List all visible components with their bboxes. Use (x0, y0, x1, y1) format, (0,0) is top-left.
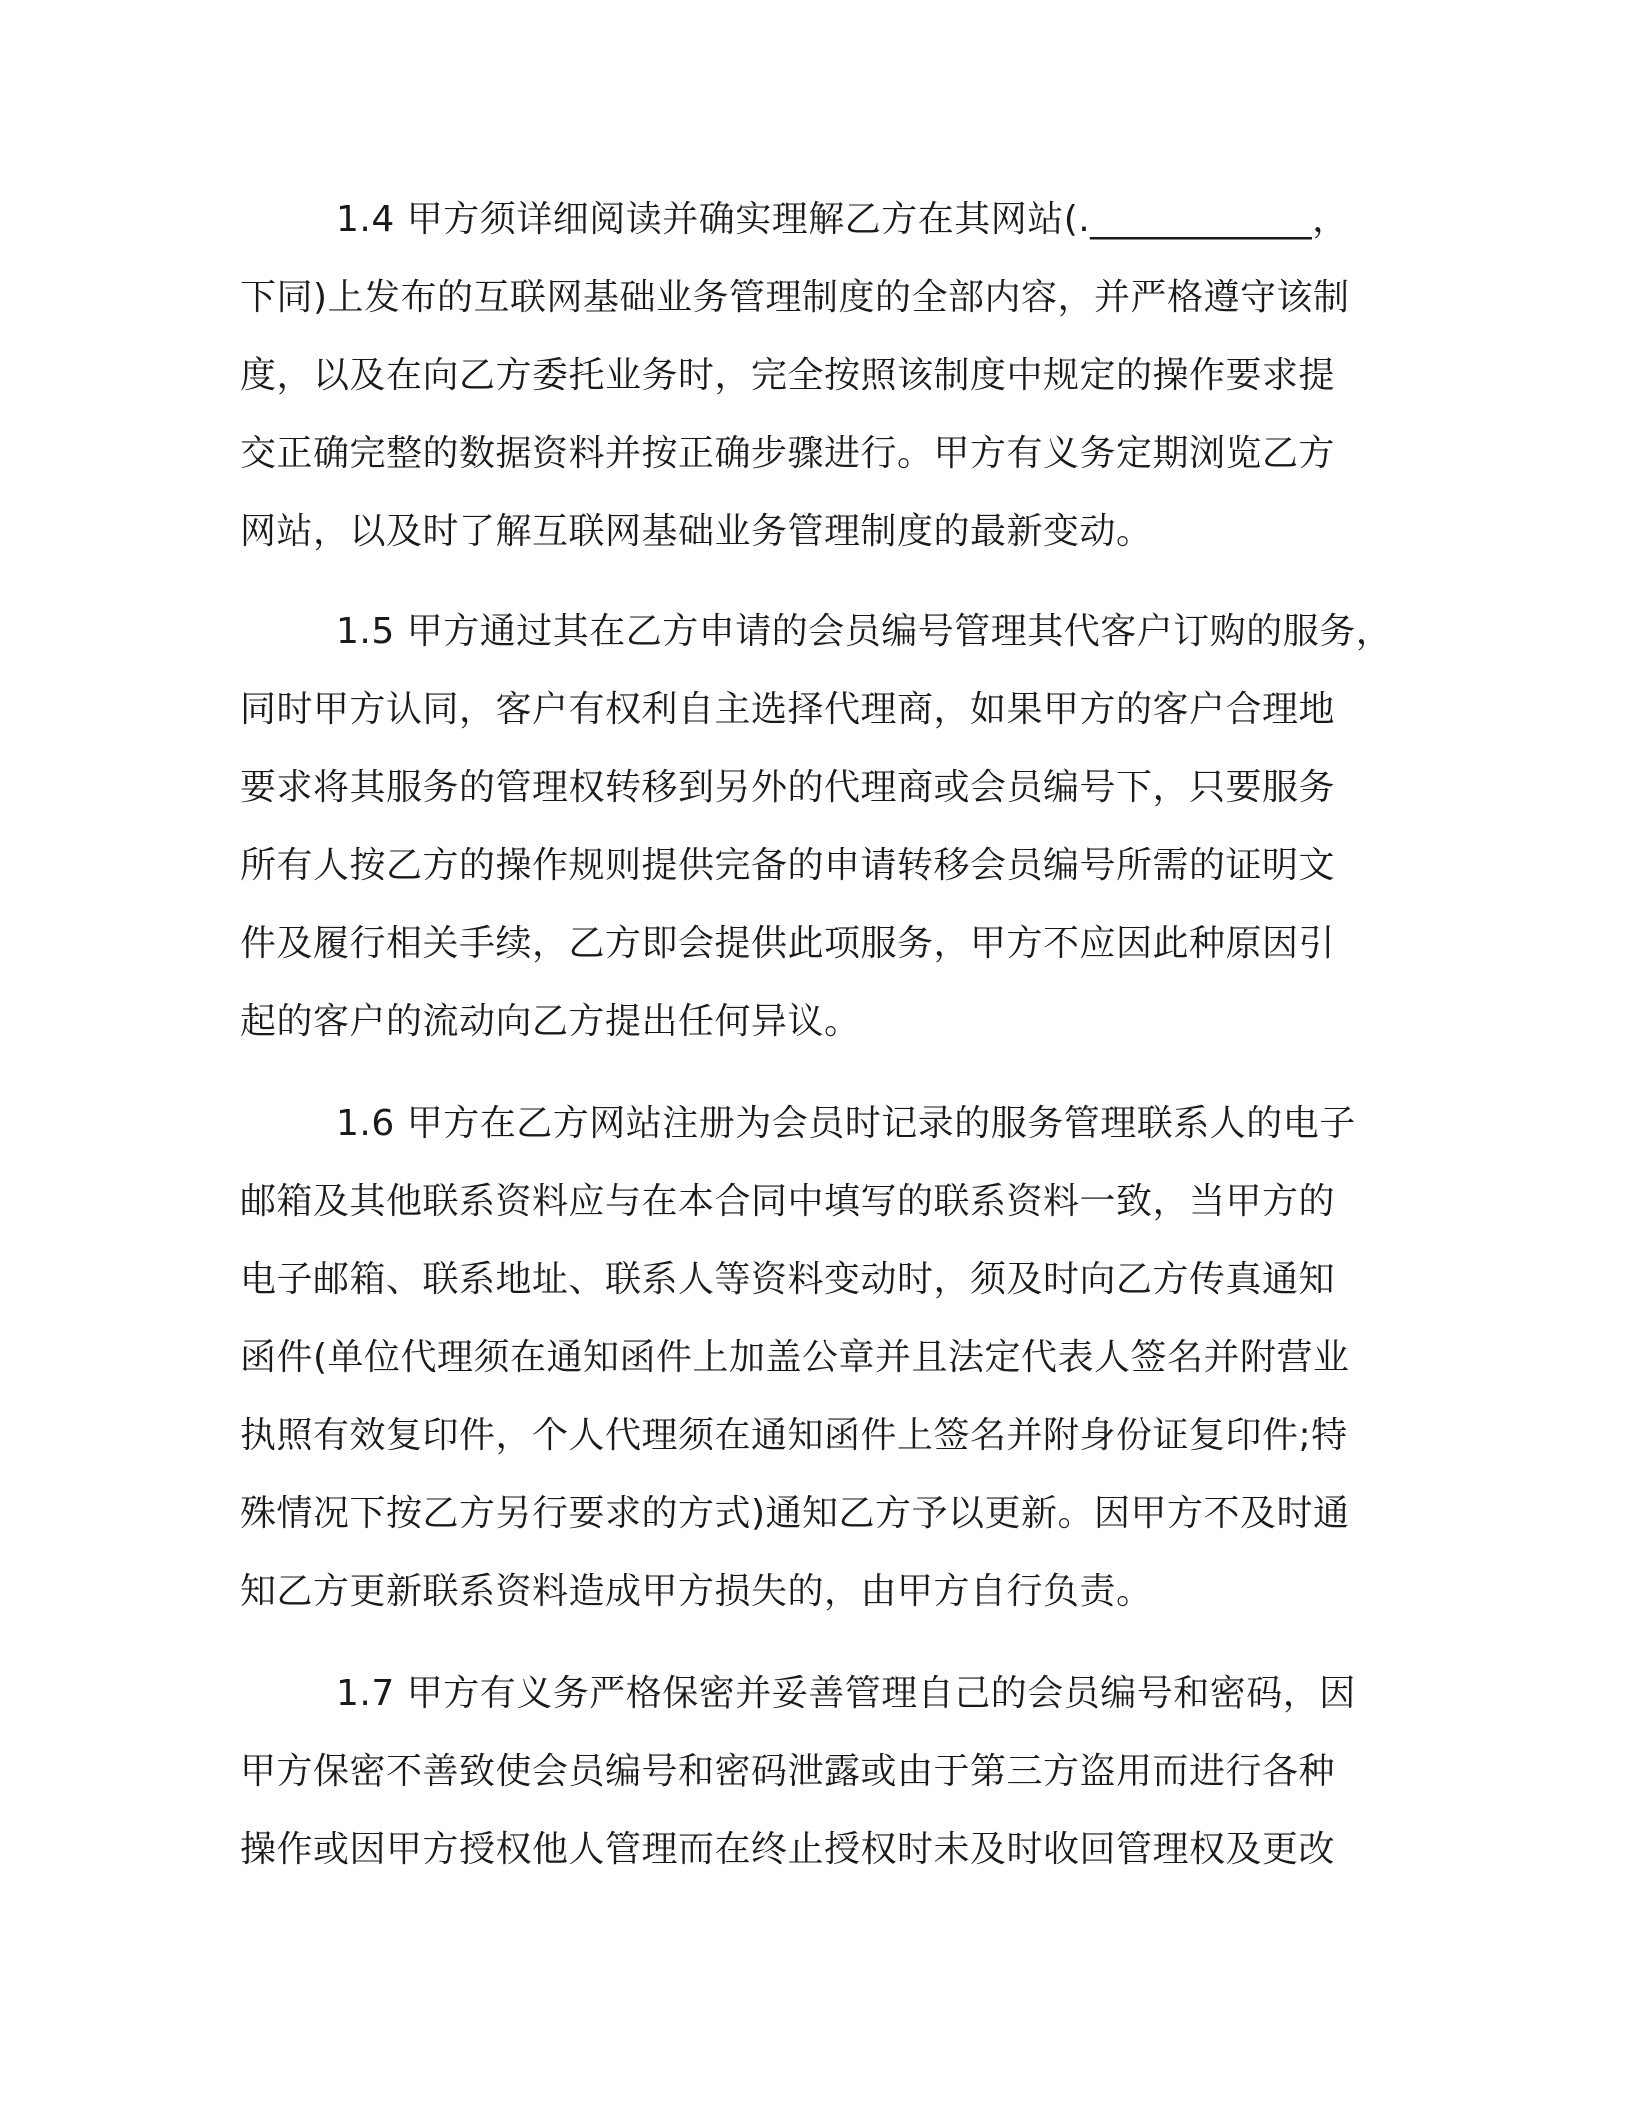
clause-1-7 (240, 1655, 1400, 1889)
text-line: 下同)上发布的互联网基础业务管理制度的全部内容，并严格遵守该制 (240, 277, 1350, 318)
clause-1-6 (240, 1085, 1400, 1631)
text-line: 电子邮箱、联系地址、联系人等资料变动时，须及时向乙方传真通知 (240, 1259, 1336, 1300)
text-line: 函件(单位代理须在通知函件上加盖公章并且法定代表人签名并附营业 (240, 1337, 1350, 1378)
text-line: 起的客户的流动向乙方提出任何异议。 (240, 1001, 861, 1042)
text-line: 同时甲方认同，客户有权利自主选择代理商，如果甲方的客户合理地 (240, 689, 1336, 730)
text-line: 要求将其服务的管理权转移到另外的代理商或会员编号下，只要服务 (240, 767, 1336, 808)
text-line: 件及履行相关手续，乙方即会提供此项服务，甲方不应因此种原因引 (240, 923, 1336, 964)
text-line: 交正确完整的数据资料并按正确步骤进行。甲方有义务定期浏览乙方 (240, 433, 1336, 474)
text-line: 操作或因甲方授权他人管理而在终止授权时未及时收回管理权及更改 (240, 1829, 1336, 1870)
text-line: 甲方保密不善致使会员编号和密码泄露或由于第三方盗用而进行各种 (240, 1751, 1336, 1792)
text-line: 所有人按乙方的操作规则提供完备的申请转移会员编号所需的证明文 (240, 845, 1336, 886)
text-line: 1.5 甲方通过其在乙方申请的会员编号管理其代客户订购的服务， (336, 611, 1393, 652)
clause-1-4 (240, 181, 1400, 571)
text-line: 度，以及在向乙方委托业务时，完全按照该制度中规定的操作要求提 (240, 355, 1336, 396)
text-line: 执照有效复印件，个人代理须在通知函件上签名并附身份证复印件;特 (240, 1415, 1348, 1456)
text-line: 殊情况下按乙方另行要求的方式)通知乙方予以更新。因甲方不及时通 (240, 1493, 1350, 1534)
text-line: 1.4 甲方须详细阅读并确实理解乙方在其网站(.____________， (336, 199, 1349, 240)
text-line: 知乙方更新联系资料造成甲方损失的，由甲方自行负责。 (240, 1571, 1153, 1612)
text-line: 网站，以及时了解互联网基础业务管理制度的最新变动。 (240, 511, 1153, 552)
text-line: 1.7 甲方有义务严格保密并妥善管理自己的会员编号和密码，因 (336, 1673, 1356, 1714)
clause-1-5 (240, 593, 1400, 1061)
text-line: 邮箱及其他联系资料应与在本合同中填写的联系资料一致，当甲方的 (240, 1181, 1336, 1222)
text-line: 1.6 甲方在乙方网站注册为会员时记录的服务管理联系人的电子 (336, 1103, 1356, 1144)
